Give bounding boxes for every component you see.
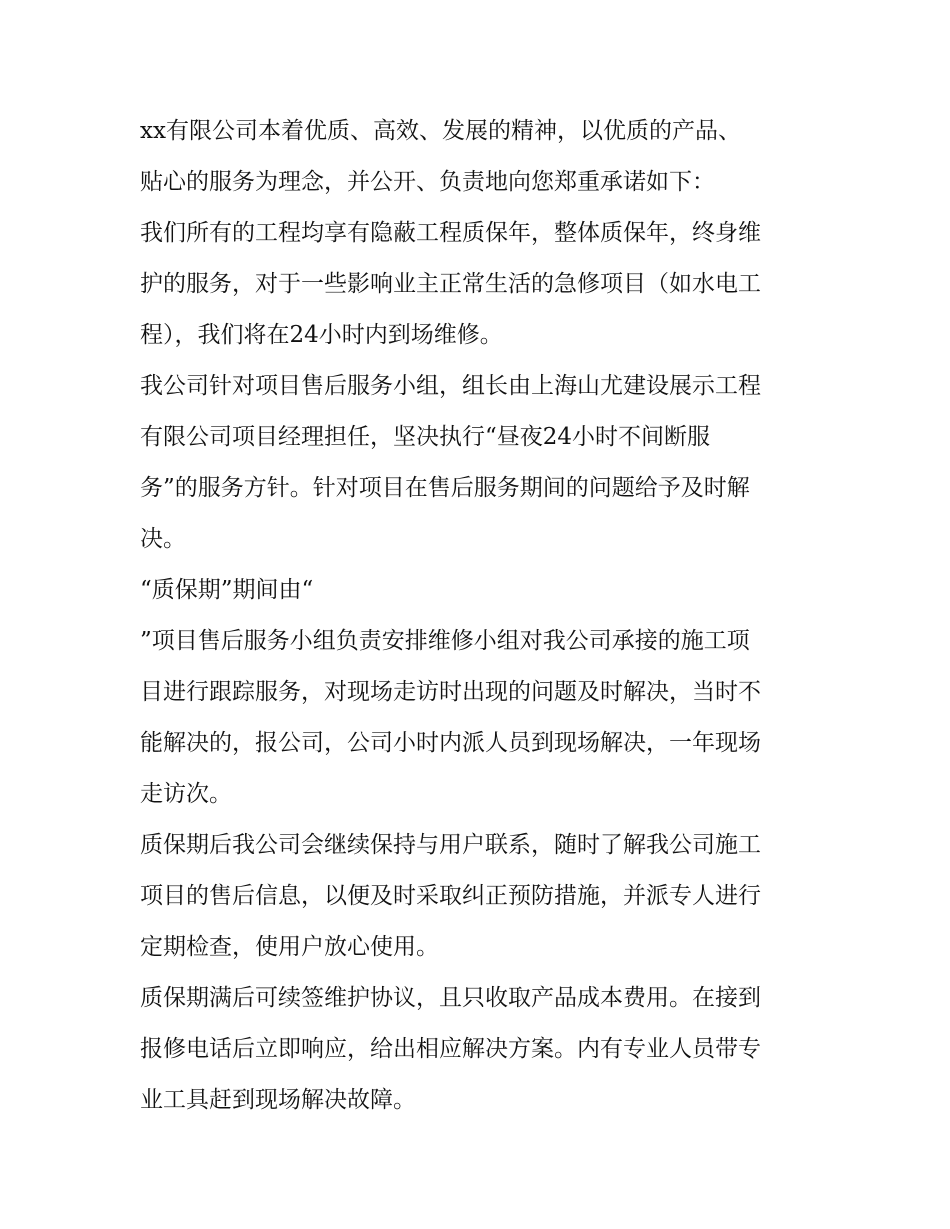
text-line: 定期检查，使用户放心使用。 bbox=[140, 934, 439, 960]
text-line: 报修电话后立即响应，给出相应解决方案。内有专业人员带专 bbox=[140, 1036, 761, 1062]
paragraph-service-team bbox=[140, 361, 820, 565]
document-body bbox=[140, 106, 820, 1126]
text-line: 务”的服务方针。针对项目在售后服务期间的问题给予及时解 bbox=[140, 475, 750, 501]
text-line: 质保期满后可续签维护协议，且只收取产品成本费用。在接到 bbox=[140, 985, 761, 1011]
text-line: 项目的售后信息，以便及时采取纠正预防措施，并派专人进行 bbox=[140, 883, 761, 909]
paragraph-maintenance-tracking bbox=[140, 616, 820, 820]
text-line: 业工具赶到现场解决故障。 bbox=[140, 1087, 416, 1113]
text-line: 能解决的，报公司，公司小时内派人员到现场解决，一年现场 bbox=[140, 730, 761, 756]
text-line: “质保期”期间由“ bbox=[140, 577, 314, 603]
paragraph-commitment-intro bbox=[140, 106, 820, 208]
text-line: 我们所有的工程均享有隐蔽工程质保年，整体质保年，终身维 bbox=[140, 220, 761, 246]
paragraph-warranty bbox=[140, 208, 820, 361]
text-line: ”项目售后服务小组负责安排维修小组对我公司承接的施工项 bbox=[140, 628, 750, 654]
text-line: 贴心的服务为理念，并公开、负责地向您郑重承诺如下： bbox=[140, 169, 715, 195]
text-line: 走访次。 bbox=[140, 781, 232, 807]
text-line: 决。 bbox=[140, 526, 186, 552]
paragraph-warranty-period-heading bbox=[140, 565, 820, 616]
text-line: 我公司针对项目售后服务小组，组长由上海山尤建设展示工程 bbox=[140, 373, 761, 399]
paragraph-renewal bbox=[140, 973, 820, 1126]
text-line: 护的服务，对于一些影响业主正常生活的急修项目（如水电工 bbox=[140, 271, 761, 297]
text-line: 质保期后我公司会继续保持与用户联系，随时了解我公司施工 bbox=[140, 832, 761, 858]
text-line: 目进行跟踪服务，对现场走访时出现的问题及时解决，当时不 bbox=[140, 679, 761, 705]
paragraph-post-warranty bbox=[140, 820, 820, 973]
text-line: 程），我们将在24小时内到场维修。 bbox=[140, 322, 503, 348]
text-line: xx有限公司本着优质、高效、发展的精神，以优质的产品、 bbox=[140, 118, 741, 144]
text-line: 有限公司项目经理担任，坚决执行“昼夜24小时不间断服 bbox=[140, 424, 711, 450]
